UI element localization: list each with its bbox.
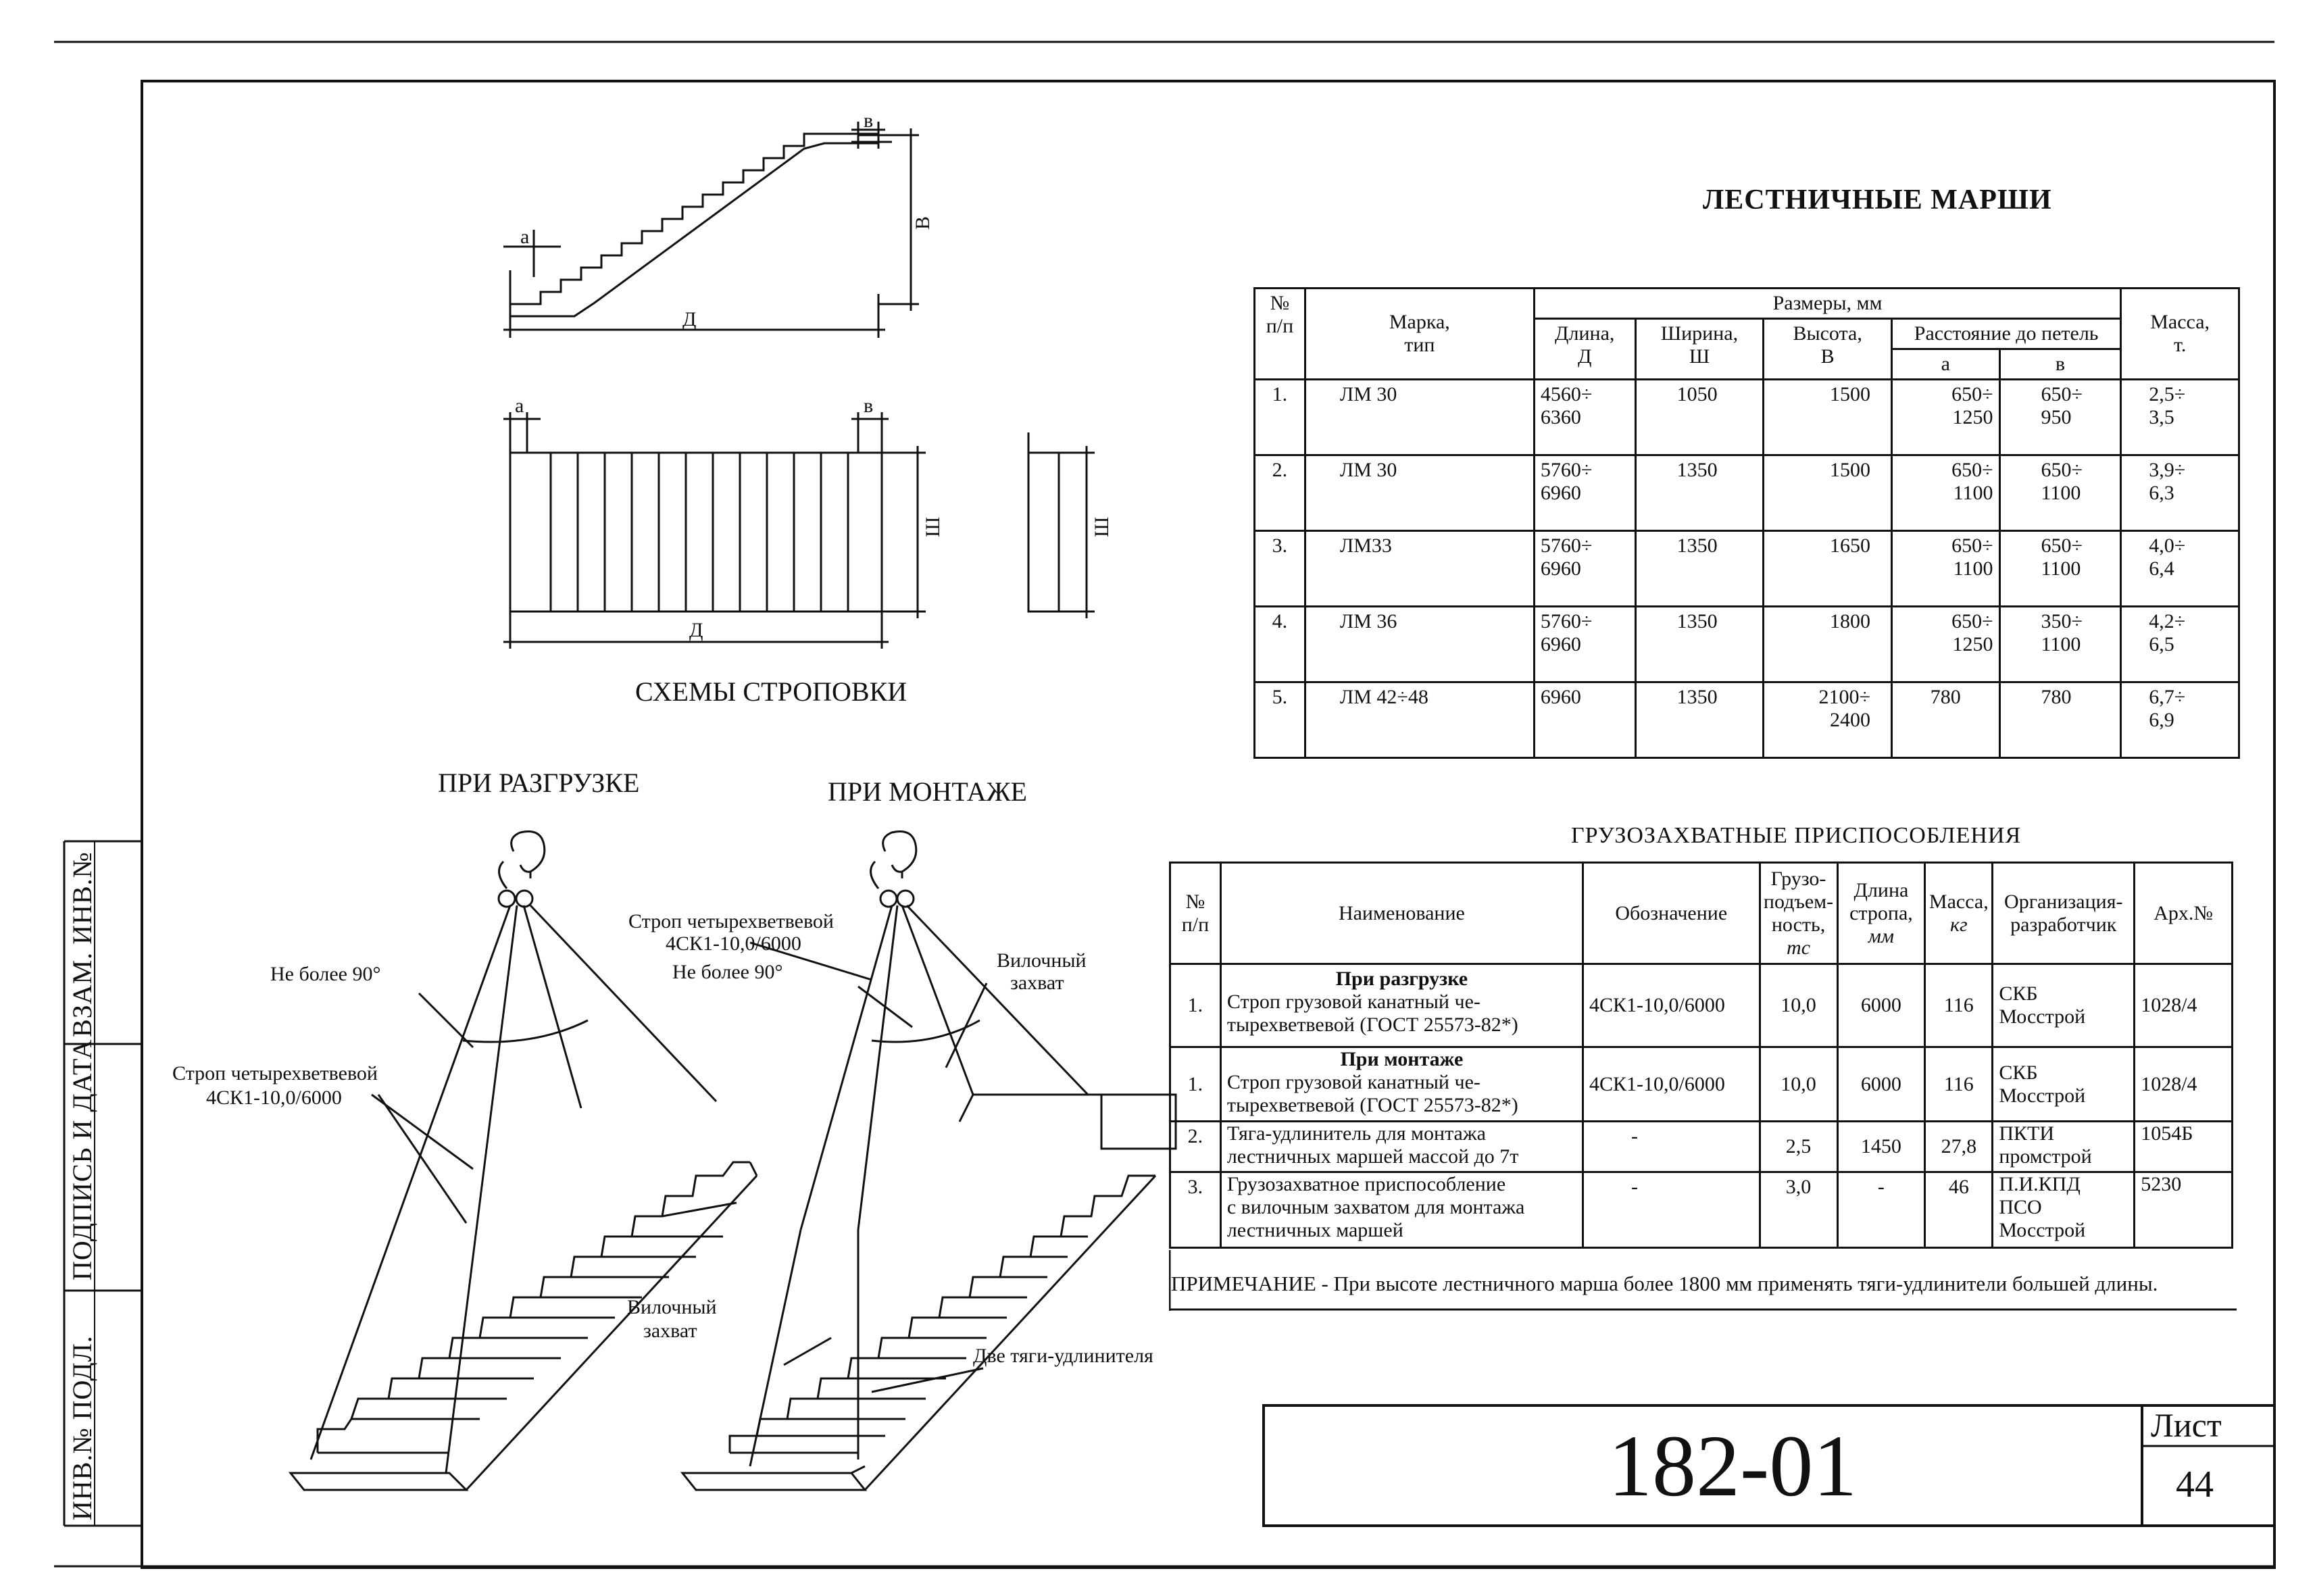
marches-head-num-1: № [1270, 292, 1290, 314]
marches-head-mass-1: Масса, [2150, 311, 2210, 333]
dim-v-plan: в [864, 395, 874, 417]
marches-head-width-1: Ширина, [1660, 322, 1739, 345]
devices-title: ГРУЗОЗАХВАТНЫЕ ПРИСПОСОБЛЕНИЯ [1571, 823, 2022, 848]
cell-v-2: 1100 [2041, 633, 2081, 655]
cell-length: 6000 [1837, 964, 1925, 1047]
devices-head-arch: Арх.№ [2135, 863, 2233, 964]
cell-mark: ЛМ33 [1305, 531, 1534, 607]
cell-v-1: 780 [2041, 686, 2072, 708]
cell-capacity: 10,0 [1760, 1047, 1837, 1122]
cell-a-1: 650÷ [1951, 383, 1993, 405]
cell-mass-1: 6,7÷ [2149, 686, 2186, 708]
table-row [1255, 380, 2239, 455]
table-row [1255, 531, 2239, 607]
cell-length-2: 6960 [1540, 482, 1581, 504]
cell-designation: - [1583, 1122, 1760, 1172]
dim-a-side: а [520, 226, 530, 248]
cell-num: 4. [1255, 607, 1305, 682]
cell-name-1: Строп грузовой канатный че- [1226, 1071, 1480, 1093]
cell-height-1: 1500 [1829, 383, 1870, 405]
dim-Sh-plan: Ш [922, 516, 944, 537]
cell-arch: 1028/4 [2135, 964, 2233, 1047]
table-row [1170, 1047, 2233, 1122]
hook-icon-right [871, 831, 916, 907]
hook-icon-left [499, 831, 545, 907]
dim-a-plan: а [515, 395, 524, 417]
cell-length-1: 6960 [1540, 686, 1581, 708]
cell-org-1: П.И.КПД [1999, 1173, 2081, 1195]
dim-V: В [912, 216, 934, 230]
stamp-signature-date: ПОДПИСЬ И ДАТА [67, 1039, 97, 1280]
marches-head-num-2: п/п [1266, 315, 1294, 337]
cell-name-2: лестничных маршей массой до 7т [1226, 1145, 1519, 1168]
cell-org-1: СКБ [1999, 982, 2038, 1005]
marches-head-height-2: В [1820, 345, 1835, 368]
cell-length: 1450 [1837, 1122, 1925, 1172]
cell-v-1: 650÷ [2041, 534, 2083, 557]
callout-left-sling-1: Строп четырехветвевой [172, 1062, 378, 1084]
cell-v-2: 1100 [2041, 557, 2081, 580]
callout-right-sling-1: Строп четырехветвевой [628, 910, 834, 932]
devices-head-name: Наименование [1220, 863, 1583, 964]
cell-mass: 116 [1925, 1047, 1993, 1122]
devices-head-num-2: п/п [1181, 913, 1210, 936]
cell-mass: 116 [1925, 964, 1993, 1047]
cell-length-1: 5760÷ [1540, 459, 1593, 481]
cell-width: 1350 [1635, 682, 1764, 758]
cell-num: 2. [1255, 455, 1305, 531]
cell-heading: При монтаже [1340, 1048, 1464, 1070]
mounting-caption: ПРИ МОНТАЖЕ [828, 776, 1027, 807]
cell-org-2: промстрой [1999, 1145, 2092, 1168]
devices-head-capacity-4: тс [1787, 936, 1811, 959]
dim-D-side: Д [682, 308, 697, 330]
cell-designation: - [1583, 1172, 1760, 1248]
cell-length-1: 4560÷ [1540, 383, 1593, 405]
devices-head-designation: Обозначение [1583, 863, 1760, 964]
cell-v-1: 650÷ [2041, 459, 2083, 481]
devices-head-org-2: разработчик [2010, 913, 2117, 936]
cell-mark: ЛМ 30 [1305, 380, 1534, 455]
marches-head-width-2: Ш [1689, 345, 1710, 368]
note-frame [1169, 1250, 2237, 1311]
unloading-caption: ПРИ РАЗГРУЗКЕ [438, 768, 640, 798]
cell-a-2: 1100 [1953, 557, 1993, 580]
note-text: ПРИМЕЧАНИЕ - При высоте лестничного марша более 1800 мм применять тяги-удлинители большей длины. [1171, 1272, 2158, 1295]
cell-a-2: 1250 [1952, 633, 1993, 655]
cell-height-1: 1500 [1829, 459, 1870, 481]
callout-right-sling-2: 4СК1-10,0/6000 [666, 932, 801, 955]
cell-capacity: 10,0 [1760, 964, 1837, 1047]
schemes-caption: СХЕМЫ СТРОПОВКИ [635, 676, 907, 707]
stamp-inv-podl: ИНВ.№ ПОДЛ. [67, 1335, 97, 1520]
devices-table [1169, 862, 2233, 1249]
callout-left-sling-2: 4СК1-10,0/6000 [206, 1087, 342, 1109]
cell-mass-1: 4,2÷ [2149, 610, 2186, 632]
cell-a-1: 650÷ [1951, 610, 1993, 632]
table-row [1170, 1122, 2233, 1172]
cell-mark: ЛМ 42÷48 [1305, 682, 1534, 758]
marches-table [1253, 287, 2240, 759]
table-row [1170, 964, 2233, 1047]
callout-fork-bottom-2: захват [643, 1320, 697, 1342]
cell-length-2: 6360 [1540, 406, 1581, 428]
marches-head-mark-2: тип [1404, 334, 1435, 356]
dim-Sh-end: Ш [1091, 516, 1113, 537]
devices-head-capacity-1: Грузо- [1770, 867, 1826, 890]
cell-org-1: ПКТИ [1999, 1122, 2054, 1145]
devices-head-num-1: № [1185, 890, 1205, 913]
cell-v-2: 1100 [2041, 482, 2081, 504]
cell-num: 5. [1255, 682, 1305, 758]
cell-arch: 5230 [2135, 1172, 2233, 1248]
cell-arch: 1054Б [2135, 1122, 2233, 1172]
stair-right [682, 1095, 1176, 1490]
table-row [1255, 607, 2239, 682]
cell-length-1: 5760÷ [1540, 534, 1593, 557]
devices-head-length-1: Длина [1853, 878, 1909, 901]
callout-fork-bottom-1: Вилочный [627, 1296, 717, 1318]
dim-D-plan: Д [689, 619, 703, 641]
cell-height-1: 1800 [1829, 610, 1870, 632]
cell-v-2: 950 [2041, 406, 2072, 428]
cell-length-2: 6960 [1540, 633, 1581, 655]
callout-right-angle: Не более 90° [672, 961, 783, 983]
table-row [1170, 1172, 2233, 1248]
march-side-profile [510, 134, 878, 316]
cell-designation: 4СК1-10,0/6000 [1583, 1047, 1760, 1122]
cell-num: 3. [1170, 1172, 1221, 1248]
cell-mass-1: 3,9÷ [2149, 459, 2186, 481]
cell-length: 6000 [1837, 1047, 1925, 1122]
cell-name-1: Грузозахватное приспособление [1226, 1173, 1506, 1195]
title-main: ЛЕСТНИЧНЫЕ МАРШИ [1703, 184, 2052, 216]
cell-heading: При разгрузке [1335, 968, 1468, 990]
cell-mass-2: 6,9 [2149, 709, 2174, 731]
marches-head-sizes: Размеры, мм [1534, 289, 2120, 319]
cell-name-3: лестничных маршей [1226, 1219, 1403, 1241]
march-schematic [473, 115, 1115, 676]
callout-fork-top-2: захват [1010, 972, 1064, 994]
cell-width: 1350 [1635, 531, 1764, 607]
table-row [1255, 682, 2239, 758]
cell-mass-2: 6,5 [2149, 633, 2174, 655]
cell-a-1: 780 [1930, 686, 1961, 708]
cell-org-3: Мосстрой [1999, 1219, 2086, 1241]
drawing-code: 182-01 [1608, 1418, 1858, 1515]
devices-head-length-3: мм [1868, 924, 1895, 947]
marches-head-a: а [1891, 349, 1999, 380]
devices-head-capacity-2: подъем- [1763, 890, 1834, 913]
callout-fork-top-1: Вилочный [997, 949, 1087, 972]
cell-designation: 4СК1-10,0/6000 [1583, 964, 1760, 1047]
marches-head-mark-1: Марка, [1389, 311, 1450, 333]
cell-width: 1350 [1635, 607, 1764, 682]
marches-head-length-1: Длина, [1555, 322, 1615, 345]
cell-mass-1: 2,5÷ [2149, 383, 2186, 405]
devices-head-capacity-3: ность, [1771, 913, 1826, 936]
cell-num: 3. [1255, 531, 1305, 607]
cell-width: 1350 [1635, 455, 1764, 531]
cell-length: - [1837, 1172, 1925, 1248]
cell-height-1: 1650 [1829, 534, 1870, 557]
sheet-number: 44 [2176, 1464, 2214, 1505]
devices-head-org-1: Организация- [2004, 890, 2123, 913]
cell-width: 1050 [1635, 380, 1764, 455]
callout-two-rods: Две тяги-удлинителя [973, 1345, 1153, 1367]
cell-capacity: 2,5 [1760, 1122, 1837, 1172]
devices-head-length-2: стропа, [1849, 901, 1913, 924]
cell-mass-1: 4,0÷ [2149, 534, 2186, 557]
cell-length-2: 6960 [1540, 557, 1581, 580]
cell-org-2: ПСО [1999, 1196, 2042, 1218]
cell-org-2: Мосстрой [1999, 1084, 2086, 1107]
cell-num: 1. [1170, 964, 1221, 1047]
cell-num: 2. [1170, 1122, 1221, 1172]
cell-length-1: 5760÷ [1540, 610, 1593, 632]
cell-height-1: 2100÷ [1818, 686, 1870, 708]
cell-v-1: 350÷ [2041, 610, 2083, 632]
cell-mass-2: 6,3 [2149, 482, 2174, 504]
cell-a-1: 650÷ [1951, 459, 1993, 481]
devices-head-mass-1: Масса, [1928, 890, 1989, 913]
cell-capacity: 3,0 [1760, 1172, 1837, 1248]
callout-left-angle: Не более 90° [270, 963, 381, 985]
cell-name-2: с вилочным захватом для монтажа [1226, 1196, 1525, 1218]
cell-mark: ЛМ 30 [1305, 455, 1534, 531]
cell-org-1: СКБ [1999, 1061, 2038, 1084]
cell-a-2: 1250 [1952, 406, 1993, 428]
marches-head-mass-2: т. [2173, 334, 2187, 356]
devices-head-mass-2: кг [1949, 913, 1968, 936]
cell-v-1: 650÷ [2041, 383, 2083, 405]
cell-mass: 46 [1925, 1172, 1993, 1248]
cell-height-2: 2400 [1829, 709, 1870, 731]
cell-a-1: 650÷ [1951, 534, 1993, 557]
cell-mass-2: 6,4 [2149, 557, 2174, 580]
cell-name-2: тырехветвевой (ГОСТ 25573-82*) [1226, 1094, 1518, 1116]
cell-a-2: 1100 [1953, 482, 1993, 504]
cell-num: 1. [1170, 1047, 1221, 1122]
sheet-label: Лист [2151, 1406, 2222, 1444]
marches-head-length-2: Д [1577, 345, 1592, 368]
cell-mark: ЛМ 36 [1305, 607, 1534, 682]
table-row [1255, 455, 2239, 531]
marches-head-loops: Расстояние до петель [1891, 319, 2120, 349]
cell-mass-2: 3,5 [2149, 406, 2174, 428]
cell-name-2: тырехветвевой (ГОСТ 25573-82*) [1226, 1014, 1518, 1036]
cell-mass: 27,8 [1925, 1122, 1993, 1172]
marches-head-v: в [1999, 349, 2121, 380]
cell-arch: 1028/4 [2135, 1047, 2233, 1122]
cell-org-2: Мосстрой [1999, 1005, 2086, 1028]
cell-name-1: Строп грузовой канатный че- [1226, 991, 1480, 1013]
stamp-vzam: ВЗАМ. ИНВ.№ [67, 851, 97, 1037]
marches-head-height-1: Высота, [1793, 322, 1862, 345]
cell-num: 1. [1255, 380, 1305, 455]
cell-name-1: Тяга-удлинитель для монтажа [1226, 1122, 1486, 1145]
dim-v-side: в [864, 115, 874, 132]
